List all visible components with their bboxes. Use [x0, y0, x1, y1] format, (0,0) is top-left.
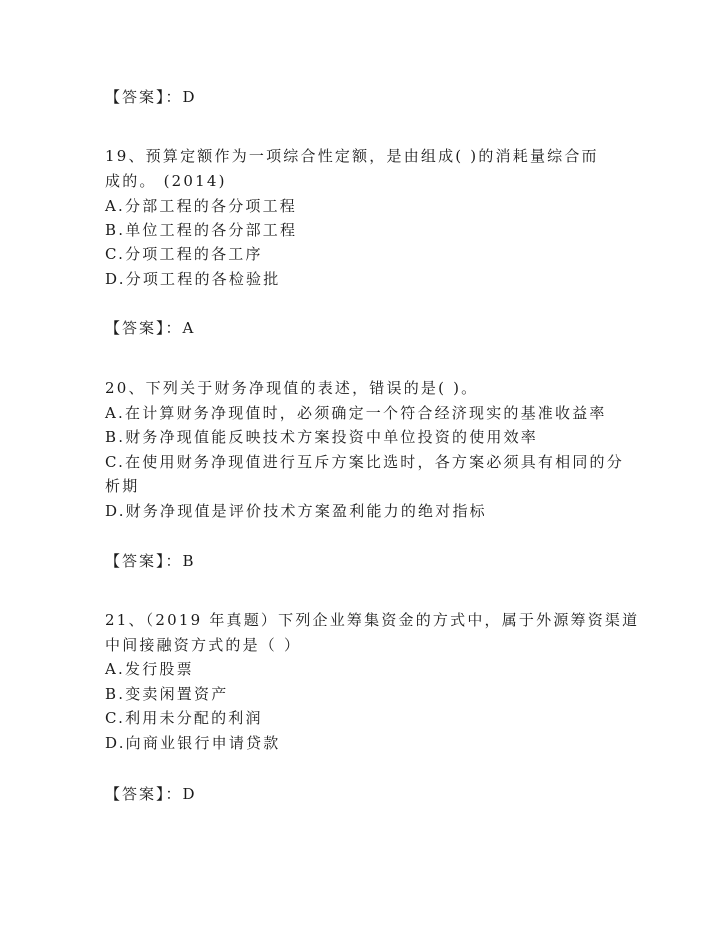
- question-text-line: 21、（2019 年真题）下列企业筹集资金的方式中，属于外源筹资渠道: [105, 611, 640, 629]
- answer-line: 【答案】：D: [105, 785, 197, 803]
- option-c: C.分项工程的各工序: [105, 245, 263, 263]
- option-a: A.分部工程的各分项工程: [105, 197, 298, 215]
- option-c-continued: 析期: [105, 477, 140, 495]
- option-a: A.发行股票: [105, 660, 194, 678]
- option-b: B.变卖闲置资产: [105, 685, 229, 703]
- question-text-line: 20、下列关于财务净现值的表述，错误的是( )。: [105, 379, 479, 397]
- option-d: D.向商业银行申请贷款: [105, 734, 281, 752]
- option-b: B.财务净现值能反映技术方案投资中单位投资的使用效率: [105, 428, 538, 446]
- option-a: A.在计算财务净现值时，必须确定一个符合经济现实的基准收益率: [105, 404, 607, 422]
- question-text-line: 中间接融资方式的是（ ）: [105, 636, 302, 654]
- option-c: C.利用未分配的利润: [105, 709, 263, 727]
- answer-line: 【答案】：A: [105, 319, 196, 337]
- option-b: B.单位工程的各分部工程: [105, 221, 298, 239]
- question-text-line: 成的。 (2014): [105, 172, 227, 190]
- answer-line: 【答案】：D: [105, 88, 197, 106]
- question-text-line: 19、预算定额作为一项综合性定额，是由组成( )的消耗量综合而: [105, 147, 599, 165]
- option-c: C.在使用财务净现值进行互斥方案比选时，各方案必须具有相同的分: [105, 453, 624, 471]
- option-d: D.分项工程的各检验批: [105, 270, 281, 288]
- option-d: D.财务净现值是评价技术方案盈利能力的绝对指标: [105, 502, 487, 520]
- answer-line: 【答案】：B: [105, 552, 196, 570]
